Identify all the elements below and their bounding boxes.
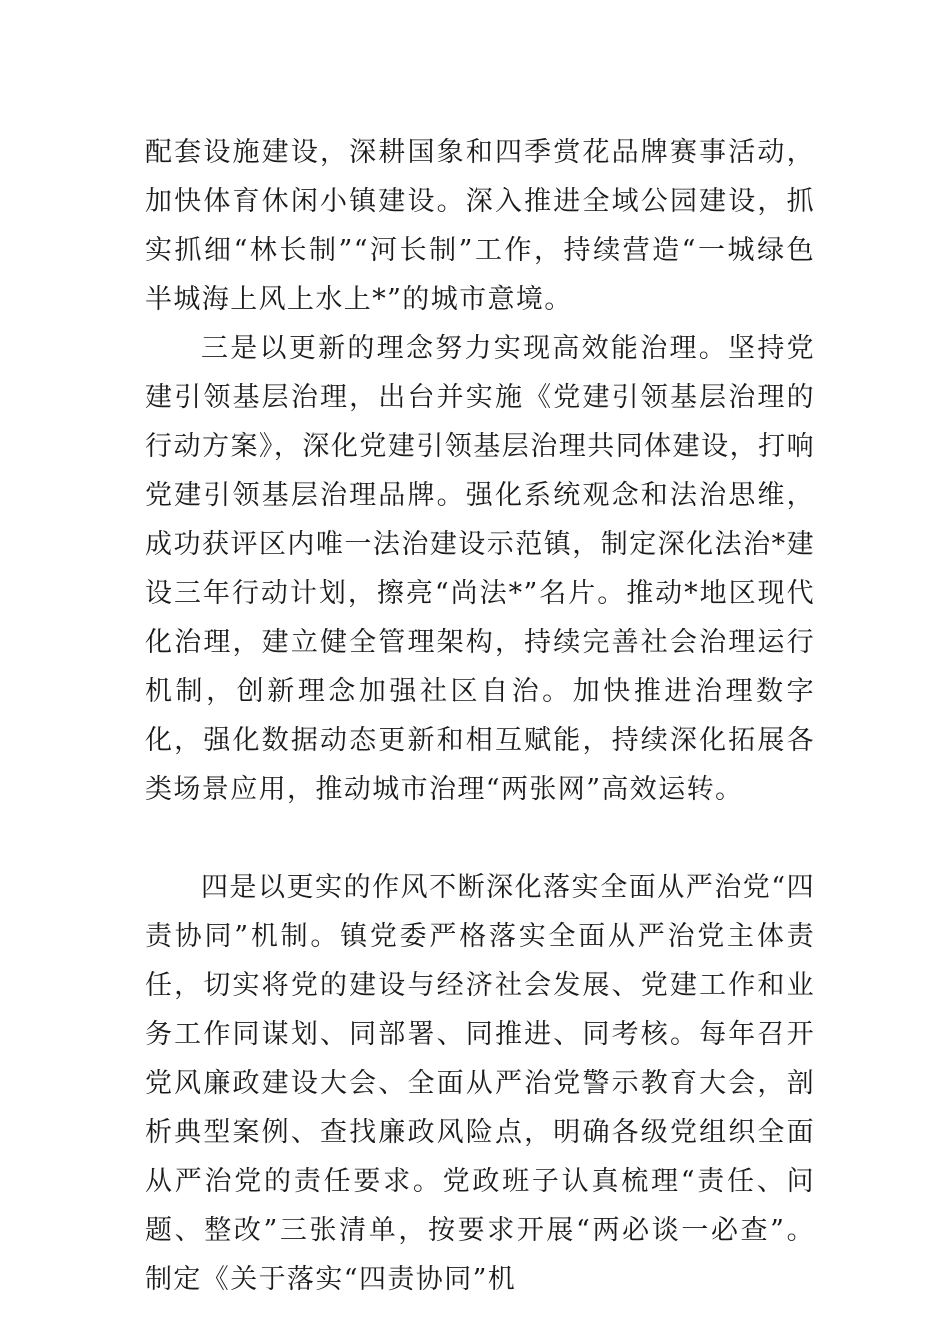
paragraph-party-discipline: 四是以更实的作风不断深化落实全面从严治党“四责协同”机制。镇党委严格落实全面从严治党主体责任，切实将党的建设与经济社会发展、党建工作和业务工作同谋划、同部署、同推进、同考核。每年召开党风廉政建设大会、全面从严治党警示教育大会，剖析典型案例、查找廉政风险点，明确各级党组织全面从严治党的责任要求。党政班子认真梳理“责任、问题、整改”三张清单，按要求开展“两必谈一必查”。制定《关于落实“四责协同”机	[145, 872, 815, 1295]
paragraph-continuation: 配套设施建设，深耕国象和四季赏花品牌赛事活动，加快体育休闲小镇建设。深入推进全域公园建设，抓实抓细“林长制”“河长制”工作，持续营造“一城绿色半城海上风上水上*”的城市意境。	[145, 137, 815, 315]
paragraph-governance: 三是以更新的理念努力实现高效能治理。坚持党建引领基层治理，出台并实施《党建引领基层治理的行动方案》，深化党建引领基层治理共同体建设，打响党建引领基层治理品牌。强化系统观念和法治思维，成功获评区内唯一法治建设示范镇，制定深化法治*建设三年行动计划，擦亮“尚法*”名片。推动*地区现代化治理，建立健全管理架构，持续完善社会治理运行机制，创新理念加强社区自治。加快推进治理数字化，强化数据动态更新和相互赋能，持续深化拓展各类场景应用，推动城市治理“两张网”高效运转。	[145, 333, 815, 805]
